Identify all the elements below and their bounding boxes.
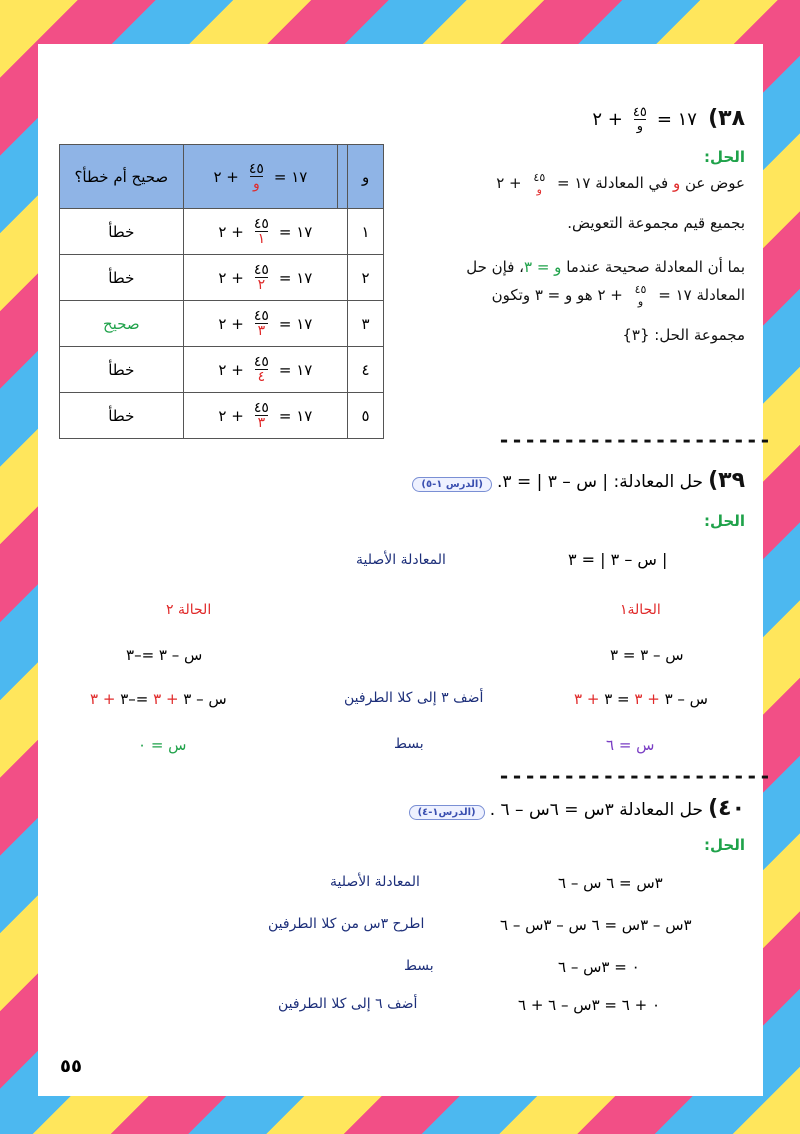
q38-line4-frac-num: ٤٥	[634, 283, 647, 296]
table-header-row	[60, 145, 384, 209]
row-frac-num: ٤٥	[253, 400, 269, 416]
row-eq-lhs: ١٧ =	[278, 222, 313, 241]
table-row	[60, 255, 384, 301]
q40-step-eq: ٠ + ٦ = ٣س – ٦ + ٦	[518, 996, 660, 1014]
q38-line4-a: المعادلة ١٧ =	[658, 286, 745, 304]
q38-line1-frac-num: ٤٥	[533, 171, 546, 184]
row-eq-rhs: + ٢	[218, 314, 244, 333]
q38-line3	[466, 258, 745, 276]
q40-title: حل المعادلة ٣س = ٦س – ٦ .	[489, 800, 703, 820]
q38-heading	[592, 106, 745, 133]
q38-line1-fraction	[530, 172, 548, 195]
q38-line1-frac-den: و	[534, 183, 545, 195]
row-eq-lhs: ١٧ =	[278, 406, 313, 425]
q39-original-equation: | س – ٣ | = ٣	[568, 550, 668, 569]
row-eq-rhs: + ٢	[218, 268, 244, 287]
row-frac-num: ٤٥	[253, 354, 269, 370]
case2-step2-a: س – ٣	[183, 690, 227, 708]
q38-line4-frac-den: و	[635, 295, 646, 307]
table-header-equation	[183, 145, 338, 209]
q39-case2-label: الحالة ٢	[166, 602, 212, 618]
row-frac-den: ٣	[255, 415, 269, 430]
table-cell-w: ١	[348, 209, 384, 255]
q38-line3-b: ، فإن حل	[466, 258, 524, 276]
q38-line1-a: عوض عن	[685, 174, 745, 192]
q39-solution-label: الحل:	[704, 512, 745, 530]
q38-frac-num: ٤٥	[632, 105, 647, 120]
q38-line4-fraction	[632, 284, 650, 307]
table-header-frac-den: و	[250, 176, 263, 191]
q38-frac-den: و	[634, 119, 646, 133]
table-header-fraction	[246, 162, 267, 191]
q38-line4	[492, 284, 745, 307]
substitution-table	[59, 144, 384, 439]
row-frac-den: ٤	[255, 369, 269, 384]
row-eq-lhs: ١٧ =	[278, 268, 313, 287]
q38-solution-set: مجموعة الحل: {٣}	[622, 326, 745, 344]
q39-step2-label: أضف ٣ إلى كلا الطرفين	[344, 690, 484, 706]
table-row	[60, 209, 384, 255]
q39-case2-step1: س – ٣ =–٣	[126, 646, 203, 664]
table-cell-result: خطأ	[60, 209, 184, 255]
row-frac-den: ١	[255, 231, 269, 246]
row-fraction	[251, 401, 272, 430]
table-header-eq-lhs: ١٧ =	[273, 167, 308, 186]
table-cell-result: خطأ	[60, 255, 184, 301]
row-eq-rhs: + ٢	[218, 222, 244, 241]
q39-case2-step2	[90, 690, 227, 708]
table-header-spacer	[338, 145, 348, 209]
row-eq-rhs: + ٢	[218, 360, 244, 379]
row-eq-rhs: + ٢	[218, 406, 244, 425]
q38-eq-rhs: + ٢	[592, 109, 623, 130]
worksheet-page	[38, 44, 772, 1096]
q38-solution-label: الحل:	[704, 148, 745, 166]
table-cell-result: صحيح	[60, 301, 184, 347]
q40-step-label: اطرح ٣س من كلا الطرفين	[268, 916, 425, 932]
q40-step-label: المعادلة الأصلية	[330, 874, 420, 890]
q38-line3-green: و = ٣	[523, 258, 562, 276]
q38-line3-a: بما أن المعادلة صحيحة عندما	[566, 258, 745, 276]
case2-step2-b: + ٣	[153, 690, 179, 708]
q40-step-eq: ٣س – ٣س = ٦ س – ٣س – ٦	[500, 916, 692, 934]
separator-line: ---------------------	[498, 764, 772, 788]
row-frac-den: ٢	[255, 277, 269, 292]
q39-case1-label: الحالة١	[620, 602, 661, 618]
q39-heading	[412, 468, 745, 493]
q38-number: ٣٨)	[708, 106, 745, 131]
table-row	[60, 347, 384, 393]
q38-eq-fraction	[630, 106, 650, 133]
page-number: ٥٥	[60, 1056, 82, 1077]
q39-case2-result: س = ٠	[138, 736, 187, 754]
q40-step-label: بسط	[404, 958, 434, 974]
q39-title: حل المعادلة: | س – ٣ | = ٣.	[497, 472, 703, 492]
table-cell-equation	[183, 255, 348, 301]
q39-case1-step2	[574, 690, 708, 708]
q39-case1-step1: س – ٣ = ٣	[610, 646, 684, 664]
row-frac-num: ٤٥	[253, 308, 269, 324]
q38-eq-lhs: ١٧ =	[656, 109, 697, 130]
q38-line1-b: في المعادلة ١٧ =	[557, 174, 669, 192]
q39-original-label: المعادلة الأصلية	[356, 552, 446, 568]
row-fraction	[251, 263, 272, 292]
row-frac-num: ٤٥	[253, 262, 269, 278]
q38-line1-c: + ٢	[496, 174, 522, 192]
case2-step2-d: + ٣	[90, 690, 116, 708]
q40-solution-label: الحل:	[704, 836, 745, 854]
row-eq-lhs: ١٧ =	[278, 360, 313, 379]
separator-line: ---------------------	[498, 428, 772, 452]
case1-step2-c: = ٣	[604, 690, 630, 708]
case1-step2-b: + ٣	[634, 690, 660, 708]
q40-lesson-badge: (الدرس١-٤)	[409, 805, 485, 820]
q38-equation	[592, 106, 697, 133]
table-cell-w: ٤	[348, 347, 384, 393]
q40-heading	[409, 796, 745, 821]
table-cell-result: خطأ	[60, 393, 184, 439]
q39-lesson-badge: (الدرس ١-٥)	[412, 477, 492, 492]
case1-step2-a: س – ٣	[664, 690, 708, 708]
table-cell-equation	[183, 347, 348, 393]
q38-line2: بجميع قيم مجموعة التعويض.	[567, 214, 745, 232]
row-fraction	[251, 309, 272, 338]
table-cell-w: ٣	[348, 301, 384, 347]
q38-line4-b: + ٢ هو و = ٣ وتكون	[491, 286, 623, 304]
q40-step-eq: ٠ = ٣س – ٦	[558, 958, 640, 976]
table-cell-w: ٥	[348, 393, 384, 439]
q39-step3-label: بسط	[394, 736, 424, 752]
table-cell-equation	[183, 301, 348, 347]
row-fraction	[251, 355, 272, 384]
table-cell-equation	[183, 393, 348, 439]
q38-line1-var: و	[672, 174, 681, 192]
table-cell-equation	[183, 209, 348, 255]
table-row	[60, 393, 384, 439]
q39-case1-result: س = ٦	[606, 736, 655, 754]
q40-number: ٤٠)	[708, 796, 745, 821]
row-frac-num: ٤٥	[253, 216, 269, 232]
table-header-w: و	[348, 145, 384, 209]
case1-step2-d: + ٣	[574, 690, 600, 708]
row-fraction	[251, 217, 272, 246]
table-cell-result: خطأ	[60, 347, 184, 393]
row-eq-lhs: ١٧ =	[278, 314, 313, 333]
case2-step2-c: =–٣	[120, 690, 149, 708]
q38-line1	[496, 172, 745, 195]
q40-step-eq: ٣س = ٦ س – ٦	[558, 874, 663, 892]
q40-step-label: أضف ٦ إلى كلا الطرفين	[278, 996, 418, 1012]
table-header-result: صحيح أم خطأ؟	[60, 145, 184, 209]
q39-number: ٣٩)	[708, 468, 745, 493]
table-header-frac-num: ٤٥	[248, 161, 264, 177]
table-row	[60, 301, 384, 347]
table-cell-w: ٢	[348, 255, 384, 301]
table-header-eq-rhs: + ٢	[213, 167, 239, 186]
row-frac-den: ٣	[255, 323, 269, 338]
